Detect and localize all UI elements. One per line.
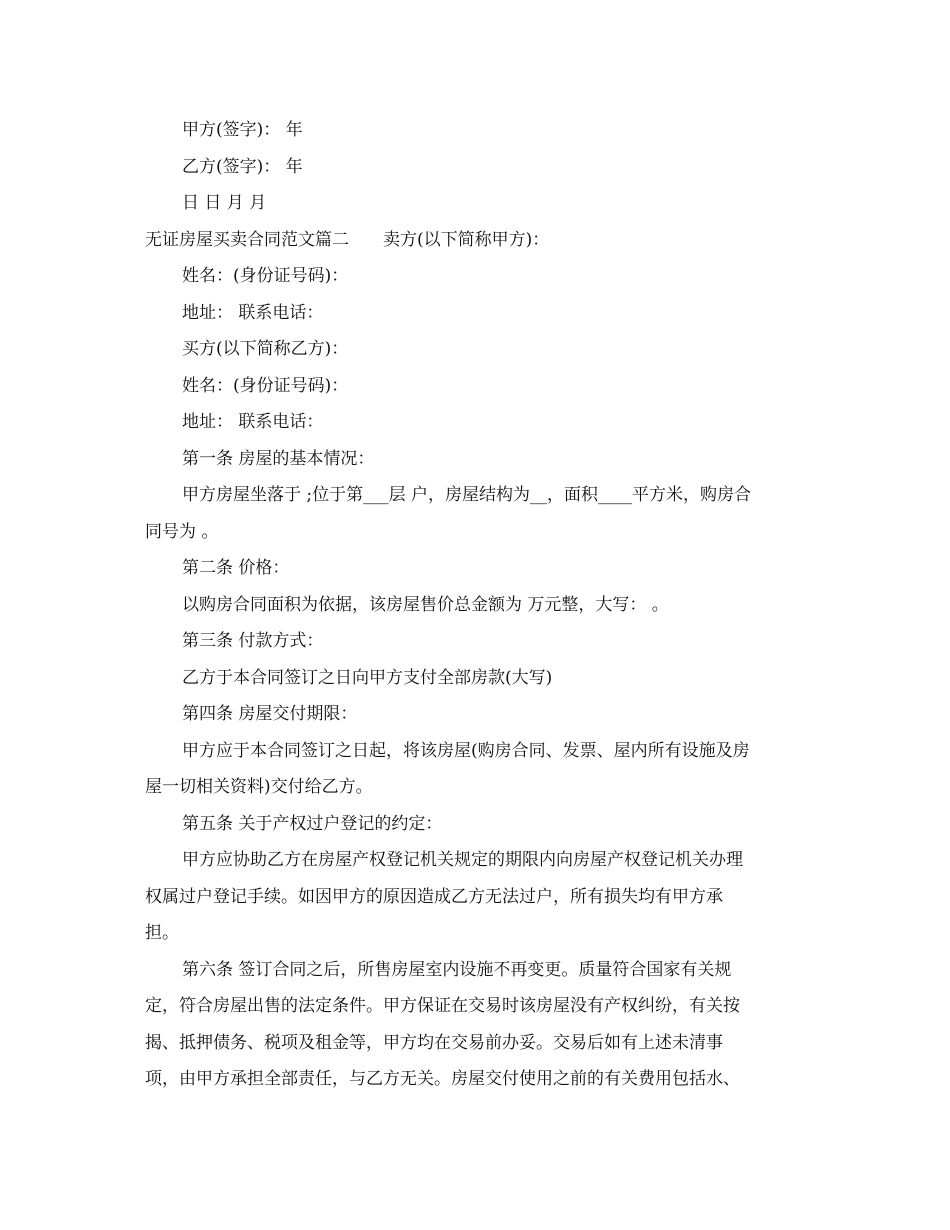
article-5-body-line-2: 权属过户登记手续。如因甲方的原因造成乙方无法过户，所有损失均有甲方承 [145,886,723,907]
article-1-body [145,477,810,550]
article-6-line-2: 定，符合房屋出售的法定条件。甲方保证在交易时该房屋没有产权纠纷，有关按 [145,996,740,1016]
signature-dates-line: 日 日 月 月 [182,193,267,213]
contract-body [145,112,810,1098]
article-3-title: 第三条 付款方式： [182,631,324,651]
contract-title: 无证房屋买卖合同范文篇二 [145,229,349,250]
article-4-body-line-2: 屋一切相关资料)交付给乙方。 [145,777,373,797]
article-2-title: 第二条 价格： [182,558,290,578]
seller-name-line: 姓名：(身份证号码)： [182,266,349,286]
seller-label: 卖方(以下简称甲方)： [383,229,550,250]
article-6-line-3: 揭、抵押债务、税项及租金等，甲方均在交易前办妥。交易后如有上述未清事 [145,1032,723,1053]
buyer-address-line: 地址： 联系电话： [182,412,324,432]
article-4-title: 第四条 房屋交付期限： [182,704,358,724]
seller-address-line: 地址： 联系电话： [182,302,324,323]
article-4-body-line-1: 甲方应于本合同签订之日起，将该房屋(购房合同、发票、屋内所有设施及房 [182,740,750,761]
article-1-body-line-1: 甲方房屋坐落于 ;位于第___层 户，房屋结构为__，面积____平方米，购房合 [182,485,752,505]
article-2-body: 以购房合同面积为依据，该房屋售价总金额为 万元整，大写： 。 [182,594,669,615]
party-b-signature-line: 乙方(签字)： 年 [182,156,303,177]
article-5-body [145,842,810,952]
contract-title-line [145,222,810,259]
article-3-body: 乙方于本合同签订之日向甲方支付全部房款(大写) [182,667,553,688]
article-4-body [145,733,810,806]
article-1-body-line-2: 同号为 。 [145,521,219,542]
article-1-title: 第一条 房屋的基本情况： [182,448,375,469]
party-a-signature-line: 甲方(签字)： 年 [182,120,303,140]
buyer-label-line: 买方(以下简称乙方)： [182,339,349,359]
buyer-name-line: 姓名：(身份证号码)： [182,375,349,396]
article-5-body-line-3: 担。 [145,923,179,943]
article-6-line-1: 第六条 签订合同之后，所售房屋室内设施不再变更。质量符合国家有关规 [182,959,732,980]
article-6 [145,952,810,1098]
article-6-line-4: 项，由甲方承担全部责任，与乙方无关。房屋交付使用之前的有关费用包括水、 [145,1069,740,1089]
article-5-title: 第五条 关于产权过户登记的约定： [182,813,443,834]
article-5-body-line-1: 甲方应协助乙方在房屋产权登记机关规定的期限内向房屋产权登记机关办理 [182,850,743,870]
